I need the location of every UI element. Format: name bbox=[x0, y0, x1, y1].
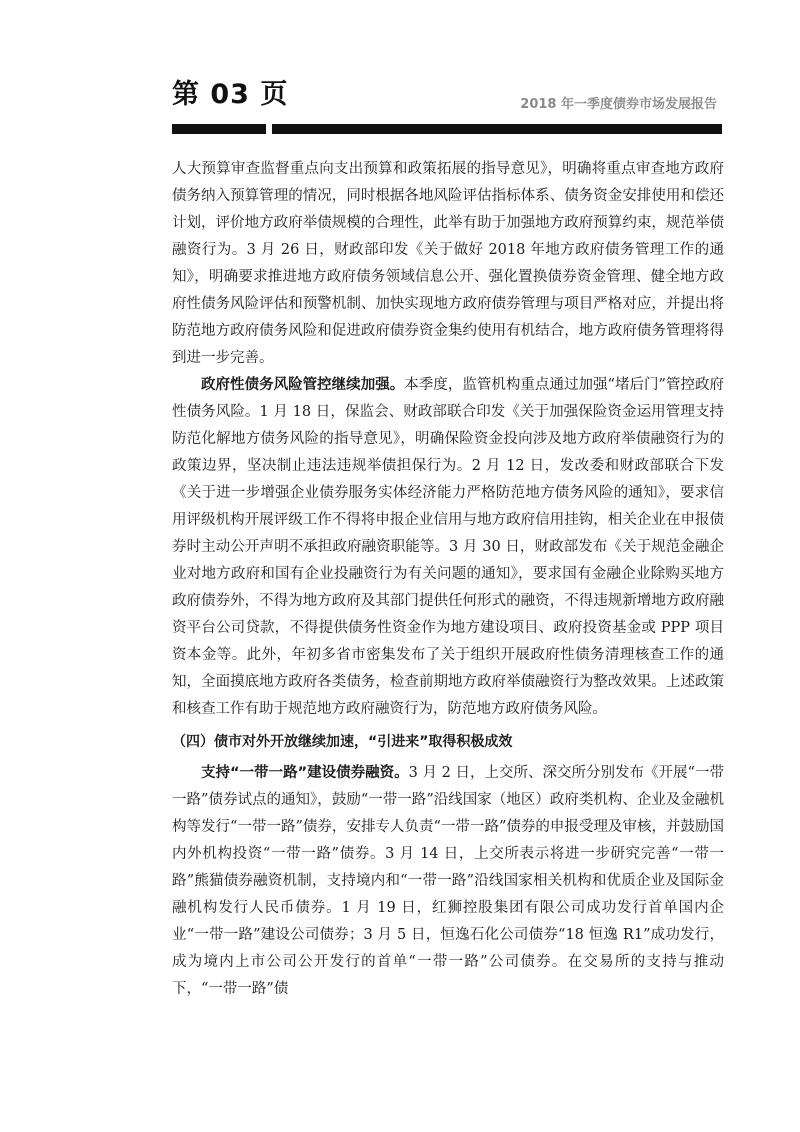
section-heading: （四）债市对外开放继续加速，“引进来”取得积极成效 bbox=[172, 734, 513, 750]
paragraph-2-lead: 政府性债务风险管控继续加强。 bbox=[201, 377, 405, 393]
paragraph-3-text: 3 月 2 日，上交所、深交所分别发布《开展“一带一路”债券试点的通知》，鼓励“一带一路”沿线国家（地区）政府类机构、企业及金融机构等发行“一带一路”债券，安排专人负责“一带一路”债券的申报受理及审核，并鼓励国内外机构投资“一带一路”债券。3 月 14 日，上交所表示将进一步研究完善“一带一路”熊猫债券融资机制，支持境内和“一带一路”沿线国家相关机构和优质企业及国际金融机构发行人民币债券。1 月 19 日，红狮控股集团有限公司成功发行首单国内企业“一带一路”建设公司债券；3 月 5 日，恒逸石化公司债券“18 恒逸 R1”成功发行，成为境内上市公司公开发行的首单“一带一路”公司债券。在交易所的支持与推动下，“一带一路”债 bbox=[172, 765, 724, 997]
page-number: 第 03 页 bbox=[172, 79, 289, 110]
paragraph-1-text: 人大预算审查监督重点向支出预算和政策拓展的指导意见》，明确将重点审查地方政府债务纳入预算管理的情况，同时根据各地风险评估指标体系、债务资金安排使用和偿还计划，评价地方政府举债规模的合理性，此举有助于加强地方政府预算约束，规范举债融资行为。3 月 26 日，财政部印发《关于做好 2018 年地方政府债务管理工作的通知》，明确要求推进地方政府债务领域信息公开、强化置换债券资金管理、健全地方政府性债务风险评估和预警机制、加快实现地方政府债券管理与项目严格对应，并提出将防范地方政府债务风险和促进政府债券资金集约使用有机结合，地方政府债务管理将得到进一步完善。 bbox=[172, 161, 724, 366]
body-paragraph-2 bbox=[172, 372, 724, 723]
main-content bbox=[172, 156, 724, 1003]
header-rule-right bbox=[272, 124, 722, 134]
paragraph-3-lead: 支持“一带一路”建设债券融资。 bbox=[201, 765, 409, 781]
header-rule-left bbox=[172, 124, 266, 134]
report-title: 2018 年一季度债券市场发展报告 bbox=[520, 97, 717, 112]
body-paragraph-3 bbox=[172, 760, 724, 1003]
paragraph-2-text: 本季度，监管机构重点通过加强“堵后门”管控政府性债务风险。1 月 18 日，保监会、财政部联合印发《关于加强保险资金运用管理支持防范化解地方债务风险的指导意见》，明确保险资金投向涉及地方政府举债融资行为的政策边界，坚决制止违法违规举债担保行为。2 月 12 日，发改委和财政部联合下发《关于进一步增强企业债券服务实体经济能力严格防范地方债务风险的通知》，要求信用评级机构开展评级工作不得将申报企业信用与地方政府信用挂钩，相关企业在申报债券时主动公开声明不承担政府融资职能等。3 月 30 日，财政部发布《关于规范金融企业对地方政府和国有企业投融资行为有关问题的通知》，要求国有金融企业除购买地方政府债券外，不得为地方政府及其部门提供任何形式的融资，不得违规新增地方政府融资平台公司贷款，不得提供债务性资金作为地方建设项目、政府投资基金或 PPP 项目资本金等。此外，年初多省市密集发布了关于组织开展政府性债务清理核查工作的通知，全面摸底地方政府各类债务，检查前期地方政府举债融资行为整改效果。上述政策和核查工作有助于规范地方政府融资行为，防范地方政府债务风险。 bbox=[172, 377, 724, 717]
body-paragraph-1 bbox=[172, 156, 724, 372]
